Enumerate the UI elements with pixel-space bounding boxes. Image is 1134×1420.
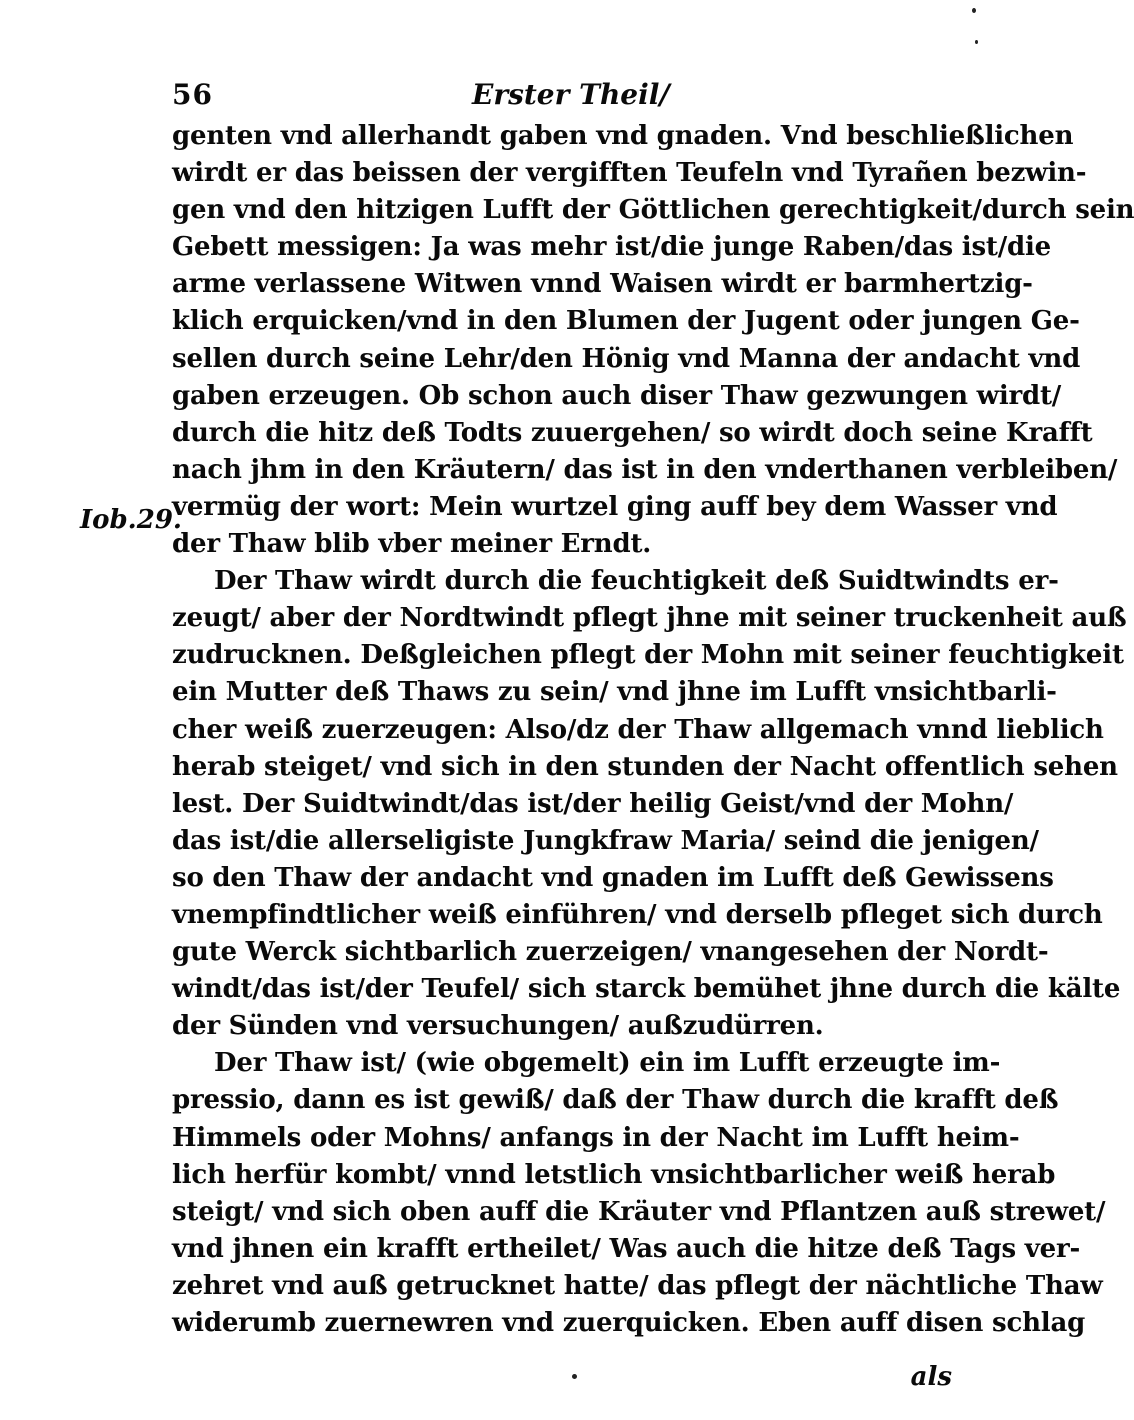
ink-speck [572, 1374, 577, 1379]
ink-speck [975, 40, 978, 44]
text-line: vermüg der wort: Mein wurtzel ging auff bey dem Wasser vnd [172, 491, 1058, 522]
text-line: cher weiß zuerzeugen: Also/dz der Thaw allgemach vnnd lieblich [172, 714, 1104, 745]
ink-speck [972, 8, 976, 13]
text-line: sellen durch seine Lehr/den Hönig vnd Manna der andacht vnd [172, 343, 1081, 374]
page-header [172, 78, 952, 118]
text-line: der Thaw blib vber meiner Erndt. [172, 529, 652, 560]
text-line: Gebett messigen: Ja was mehr ist/die junge Raben/das ist/die [172, 232, 1052, 263]
text-line: ein Mutter deß Thaws zu sein/ vnd jhne im Lufft vnsichtbarli- [172, 677, 1057, 708]
text-line: vnempfindtlicher weiß einführen/ vnd derselb pfleget sich durch [172, 899, 1103, 930]
text-line: herab steiget/ vnd sich in den stunden der Nacht offentlich sehen [172, 751, 1118, 782]
text-line: nach jhm in den Kräutern/ das ist in den vnderthanen verbleiben/ [172, 454, 1118, 485]
text-line: steigt/ vnd sich oben auff die Kräuter vnd Pflantzen auß strewet/ [172, 1196, 1106, 1227]
running-title: Erster Theil/ [472, 78, 670, 111]
text-line: wirdt er das beissen der vergifften Teufeln vnd Tyrañen bezwin- [172, 158, 1087, 189]
page-number: 56 [172, 78, 213, 111]
text-line: der Sünden vnd versuchungen/ außzudürren. [172, 1011, 824, 1042]
text-line: zudrucknen. Deßgleichen pflegt der Mohn mit seiner feuchtigkeit [172, 640, 1124, 671]
text-line: arme verlassene Witwen vnnd Waisen wirdt er barmhertzig- [172, 269, 1033, 300]
text-line: gen vnd den hitzigen Lufft der Göttlichen gerechtigkeit/durch sein [172, 195, 1134, 226]
text-line: vnd jhnen ein krafft ertheilet/ Was auch die hitze deß Tags ver- [172, 1233, 1081, 1264]
text-line: zeugt/ aber der Nordtwindt pflegt jhne mit seiner truckenheit auß [172, 603, 1127, 634]
text-line: so den Thaw der andacht vnd gnaden im Lufft deß Gewissens [172, 862, 1054, 893]
text-line: genten vnd allerhandt gaben vnd gnaden. Vnd beschließlichen [172, 121, 1074, 151]
margin-reference: Iob.29. [80, 505, 182, 535]
text-line: das ist/die allerseligiste Jungkfraw Maria/ seind die jenigen/ [172, 825, 1039, 856]
text-line: durch die hitz deß Todts zuuergehen/ so wirdt doch seine Krafft [172, 417, 1093, 448]
text-line: widerumb zuernewren vnd zuerquicken. Eben auff disen schlag [172, 1308, 1086, 1338]
text-line: windt/das ist/der Teufel/ sich starck bemühet jhne durch die kälte [172, 974, 1121, 1005]
text-line: zehret vnd auß getrucknet hatte/ das pflegt der nächtliche Thaw [172, 1270, 1103, 1301]
text-line: Der Thaw wirdt durch die feuchtigkeit deß Suidtwindts er- [214, 566, 1059, 597]
text-line: gaben erzeugen. Ob schon auch diser Thaw gezwungen wirdt/ [172, 380, 1062, 411]
text-line: pressio, dann es ist gewiß/ daß der Thaw durch die krafft deß [172, 1085, 1059, 1116]
text-line: gute Werck sichtbarlich zuerzeigen/ vnangesehen der Nordt- [172, 937, 1049, 968]
text-line: Der Thaw ist/ (wie obgemelt) ein im Lufft erzeugte im- [214, 1048, 1001, 1079]
text-line: Himmels oder Mohns/ anfangs in der Nacht im Lufft heim- [172, 1122, 1020, 1153]
text-line: lest. Der Suidtwindt/das ist/der heilig Geist/vnd der Mohn/ [172, 788, 1014, 819]
text-line: lich herfür kombt/ vnnd letstlich vnsichtbarlicher weiß herab [172, 1159, 1056, 1190]
body-text [172, 118, 1134, 1342]
catchword: als [910, 1362, 952, 1392]
text-line: klich erquicken/vnd in den Blumen der Jugent oder jungen Ge- [172, 306, 1080, 337]
